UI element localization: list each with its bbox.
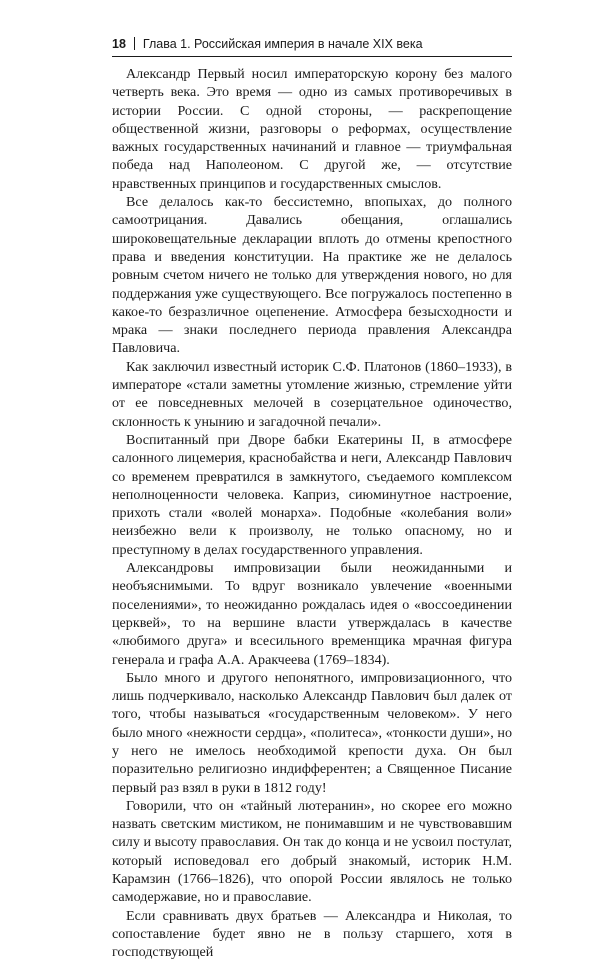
paragraph: Александр Первый носил императорскую корону без малого четверть века. Это время — одно из самых противоречивых в истории России. С одной стороны, — раскрепощение общественной жизни, разговоры о реформах, осуществление важных государственных начинаний и главное — триумфальная победа над Наполеоном. С другой же, — отсутствие нравственных принципов и государственных смыслов. — [112, 66, 512, 192]
header-separator — [134, 37, 135, 50]
paragraph: Если сравнивать двух братьев — Александра и Николая, то сопоставление будет явно не в пользу старшего, хотя в господствующей — [112, 907, 512, 961]
running-title: Глава 1. Российская империя в начале XIX века — [142, 37, 423, 51]
paragraph: Воспитанный при Дворе бабки Екатерины II, в атмосфере салонного лицемерия, краснобайства и неги, Александр Павлович со временем превратился в замкнутого, съедаемого комплексом неполноценности человека. Каприз, сиюминутное настроение, прихоть стали «волей монарха». Подобные «колебания воли» неизбежно вели к произволу, не только опасному, но и преступному в делах государственного управления. — [112, 431, 512, 558]
paragraph: Говорили, что он «тайный лютеранин», но скорее его можно назвать светским мистиком, не понимавшим и не чувствовавшим силу и высоту православия. Он так до конца и не усвоил постулат, который исповедовал его добрый знакомый, историк Н.М. Карамзин (1766–1826), что опорой России являлось не только самодержавие, но и православие. — [112, 797, 512, 906]
paragraph: Как заключил известный историк С.Ф. Платонов (1860–1933), в императоре «стали заметны утомление жизнью, стремление уйти от ее повседневных мелочей в созерцательное одиночество, склонность к унынию и загадочной печали». — [112, 358, 512, 430]
page-number: 18 — [112, 37, 126, 51]
body-text — [112, 65, 512, 962]
paragraph: Было много и другого непонятного, импровизационного, что лишь подчеркивало, насколько Александр Павлович был далек от того, чтобы называться «государственным человеком». У него было много «нежности сердца», «политеса», «тонкости души», но у него не имелось необходимой крепости духа. Он был поразительно религиозно индифферентен; а Священное Писание первый раз взял в руки в 1812 году! — [112, 669, 512, 796]
running-header — [112, 37, 552, 53]
paragraph: Александровы импровизации были неожиданными и необъяснимыми. То вдруг возникало увлечение «военными поселениями», то неожиданно рождалась идея о «воссоединении церквей», то на вершине власти утверждалась в качестве «любимого друга» и всесильного временщика мрачная фигура генерала и графа А.А. Аракчеева (1769–1834). — [112, 560, 512, 668]
header-rule — [112, 56, 512, 57]
paragraph: Все делалось как-то бессистемно, впопыхах, до полного самоотрицания. Давались обещания, оглашались широковещательные декларации вплоть до отмены крепостного права и введения конституции. На практике же не делалось ровным счетом ничего не только для утверждения нового, но для поддержания уже существующего. Все погружалось постепенно в какое-то безразличное оцепенение. Атмосфера безысходности и мрака — знаки последнего периода правления Александра Павловича. — [112, 194, 512, 357]
